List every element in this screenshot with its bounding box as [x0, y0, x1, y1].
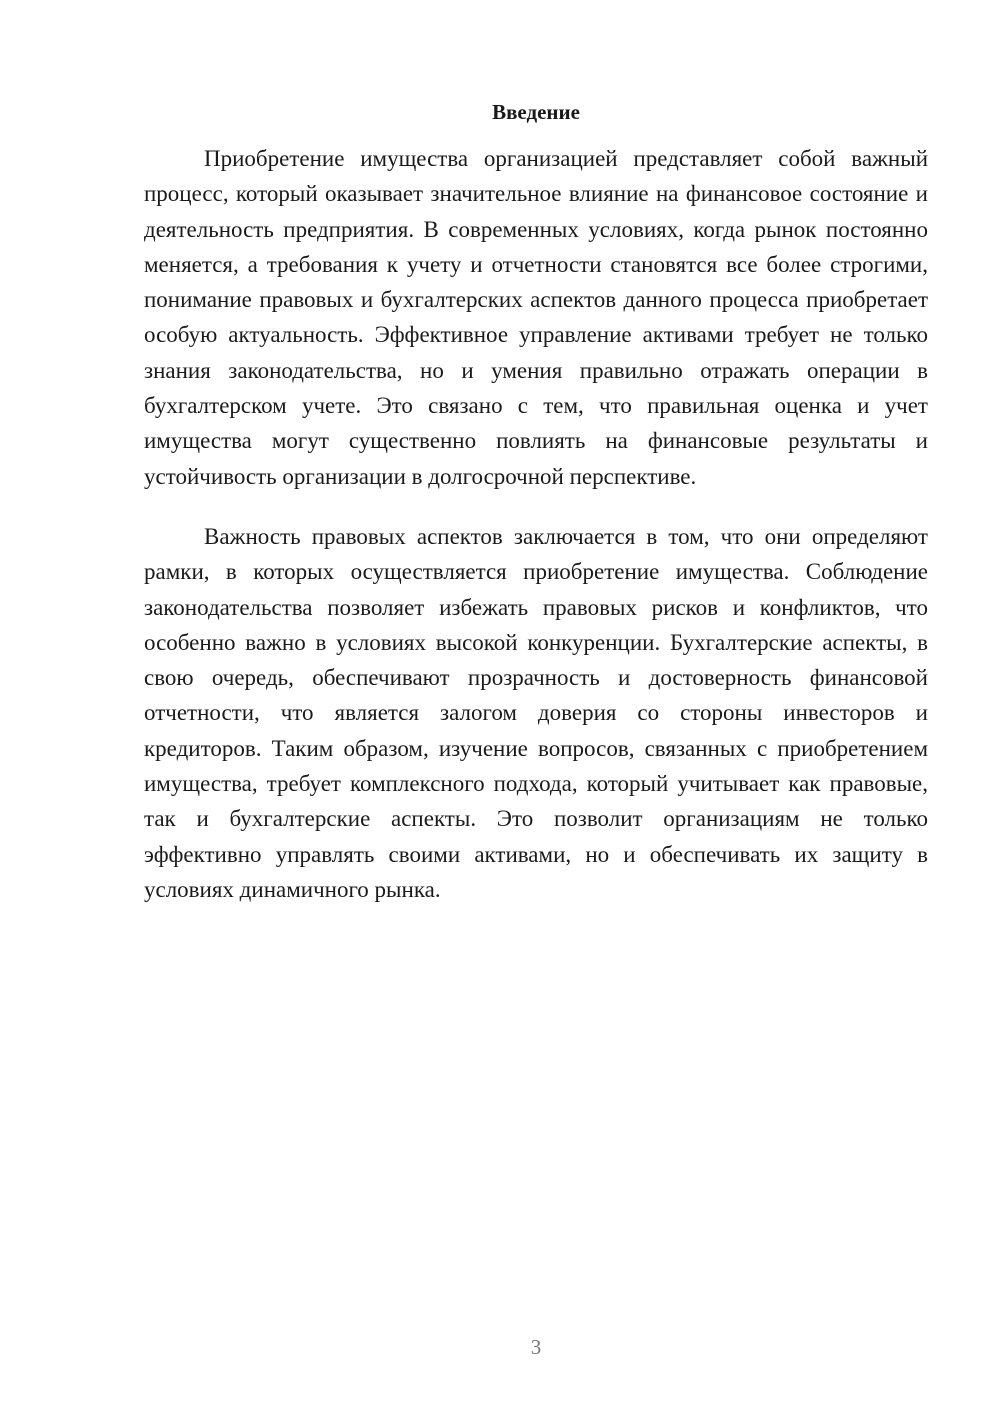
body-text	[144, 141, 928, 907]
section-title: Введение	[492, 100, 580, 124]
paragraph-1: Приобретение имущества организацией представляет собой важный процесс, который оказывает значительное влияние на финансовое состояние и деятельность предприятия. В современных условиях, когда рынок постоянно меняется, а требования к учету и отчетности становятся все более строгими, понимание правовых и бухгалтерских аспектов данного процесса приобретает особую актуальность. Эффективное управление активами требует не только знания законодательства, но и умения правильно отражать операции в бухгалтерском учете. Это связано с тем, что правильная оценка и учет имущества могут существенно повлиять на финансовые результаты и устойчивость организации в долгосрочной перспективе.	[144, 146, 928, 489]
page-number: 3	[530, 1335, 542, 1359]
paragraph-2: Важность правовых аспектов заключается в том, что они определяют рамки, в которых осуществляется приобретение имущества. Соблюдение законодательства позволяет избежать правовых рисков и конфликтов, что особенно важно в условиях высокой конкуренции. Бухгалтерские аспекты, в свою очередь, обеспечивают прозрачность и достоверность финансовой отчетности, что является залогом доверия со стороны инвесторов и кредиторов. Таким образом, изучение вопросов, связанных с приобретением имущества, требует комплексного подхода, который учитывает как правовые, так и бухгалтерские аспекты. Это позволит организациям не только эффективно управлять своими активами, но и обеспечивать их защиту в условиях динамичного рынка.	[144, 523, 928, 902]
